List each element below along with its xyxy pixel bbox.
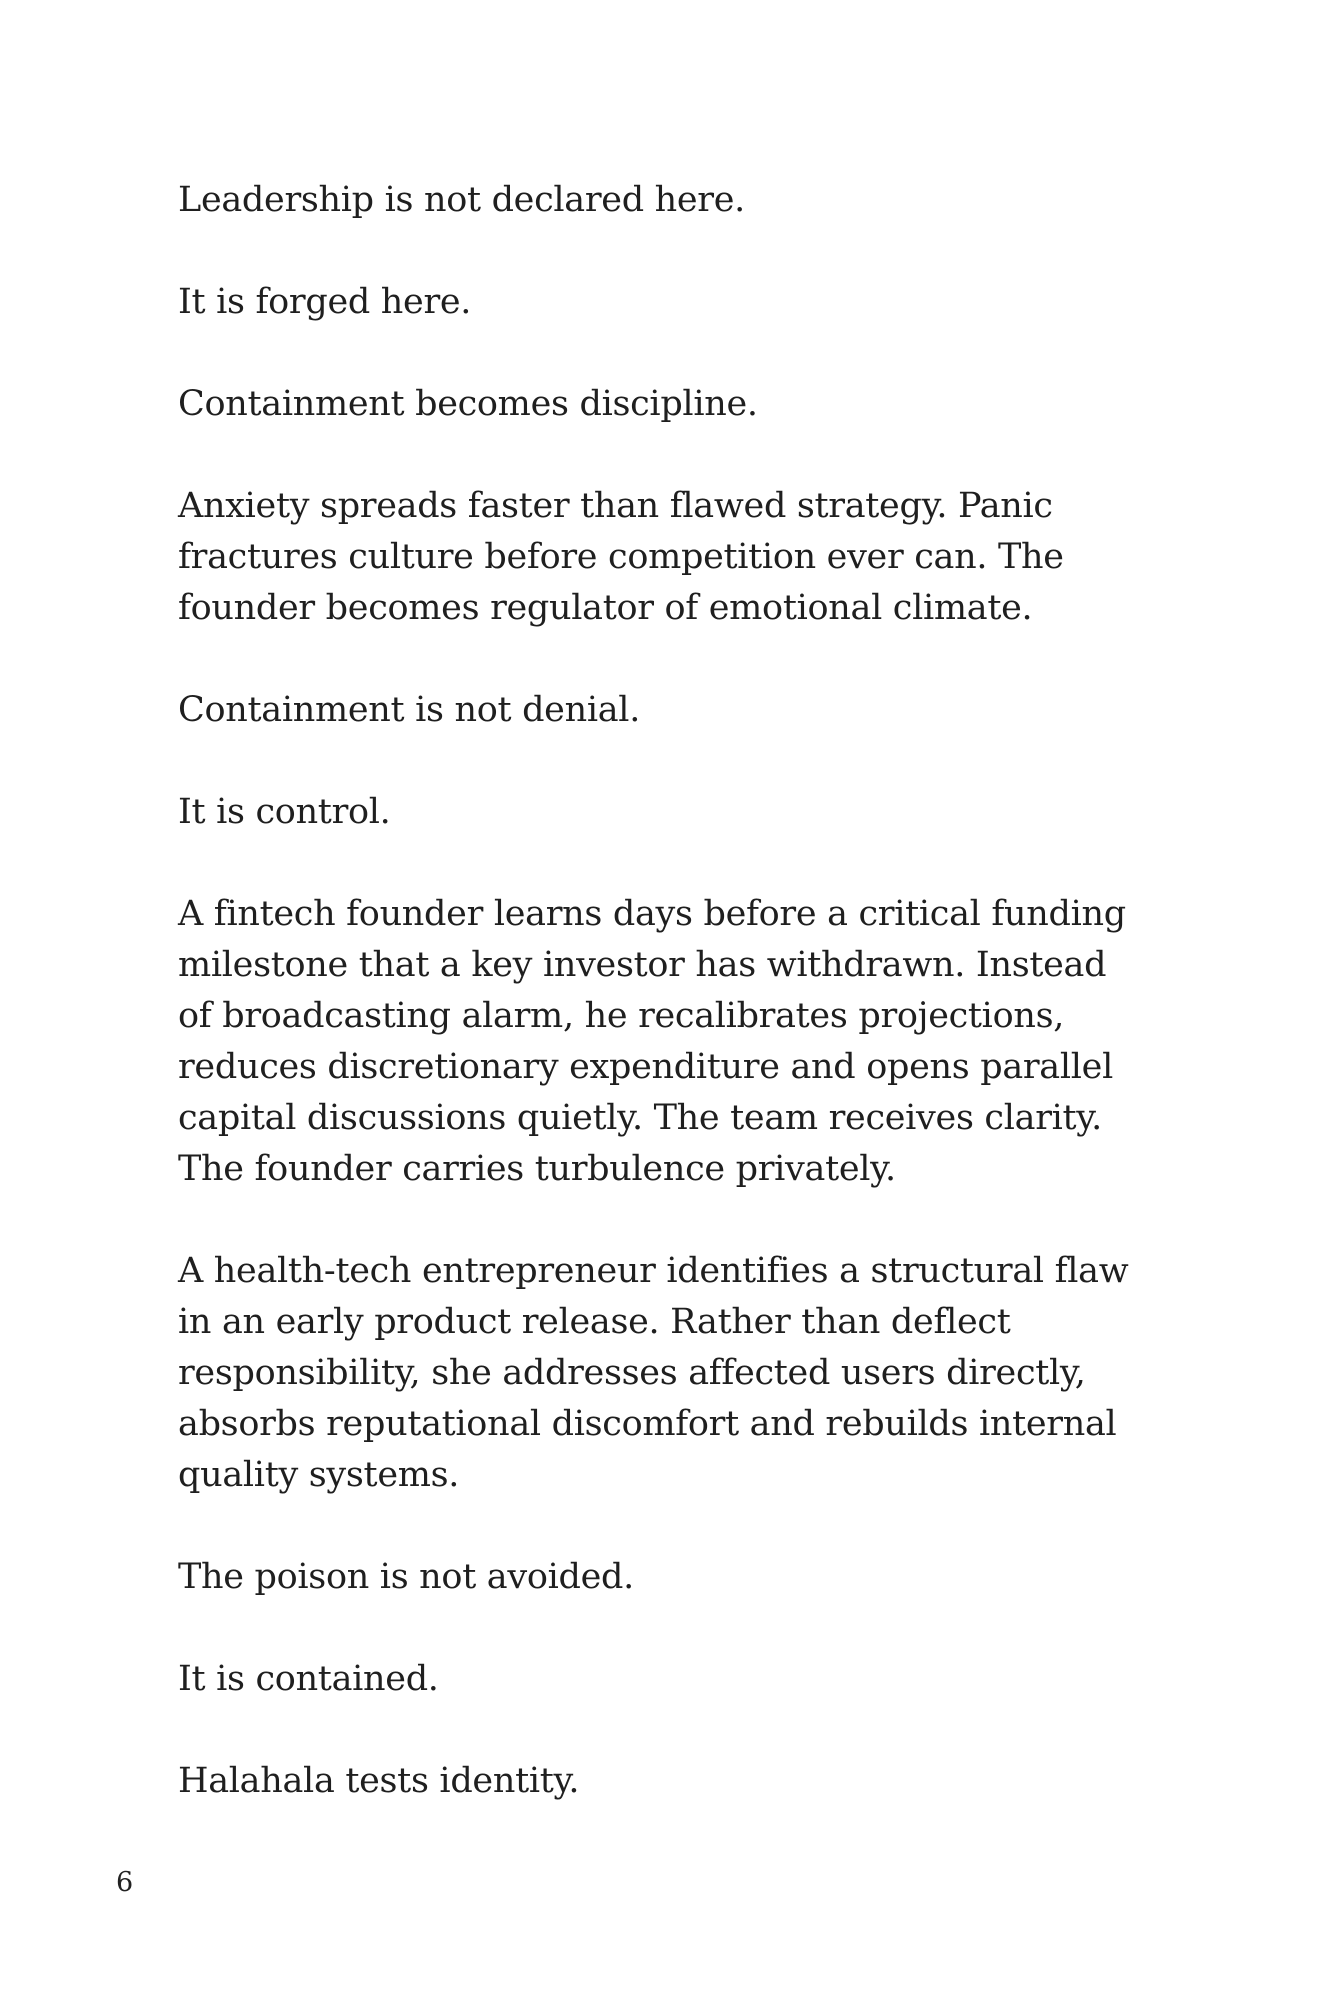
paragraph: Anxiety spreads faster than flawed strategy. Panic fractures culture before competition ever can. The founder becomes regulator of emotional climate. xyxy=(178,486,1064,628)
paragraph: A fintech founder learns days before a critical funding milestone that a key investor has withdrawn. Instead of broadcasting alarm, he recalibrates projections, reduces discretionary expenditure and opens parallel capital discussions quietly. The team receives clarity. The founder carries turbulence privately. xyxy=(178,894,1126,1189)
paragraph: Containment is not denial. xyxy=(178,690,641,730)
paragraph: Containment becomes discipline. xyxy=(178,384,758,424)
page-number: 6 xyxy=(116,1867,134,1898)
paragraph: The poison is not avoided. xyxy=(178,1557,634,1597)
paragraph: It is forged here. xyxy=(178,282,472,322)
paragraph: A health-tech entrepreneur identifies a structural flaw in an early product release. Rather than deflect responsibility, she addresses affected users directly, absorbs reputational discomfort and rebuilds internal quality systems. xyxy=(178,1251,1129,1495)
body-text xyxy=(178,175,1138,1807)
paragraph: Halahala tests identity. xyxy=(178,1761,580,1801)
paragraph: Leadership is not declared here. xyxy=(178,180,745,220)
paragraph: It is contained. xyxy=(178,1659,439,1699)
paragraph: It is control. xyxy=(178,792,391,832)
